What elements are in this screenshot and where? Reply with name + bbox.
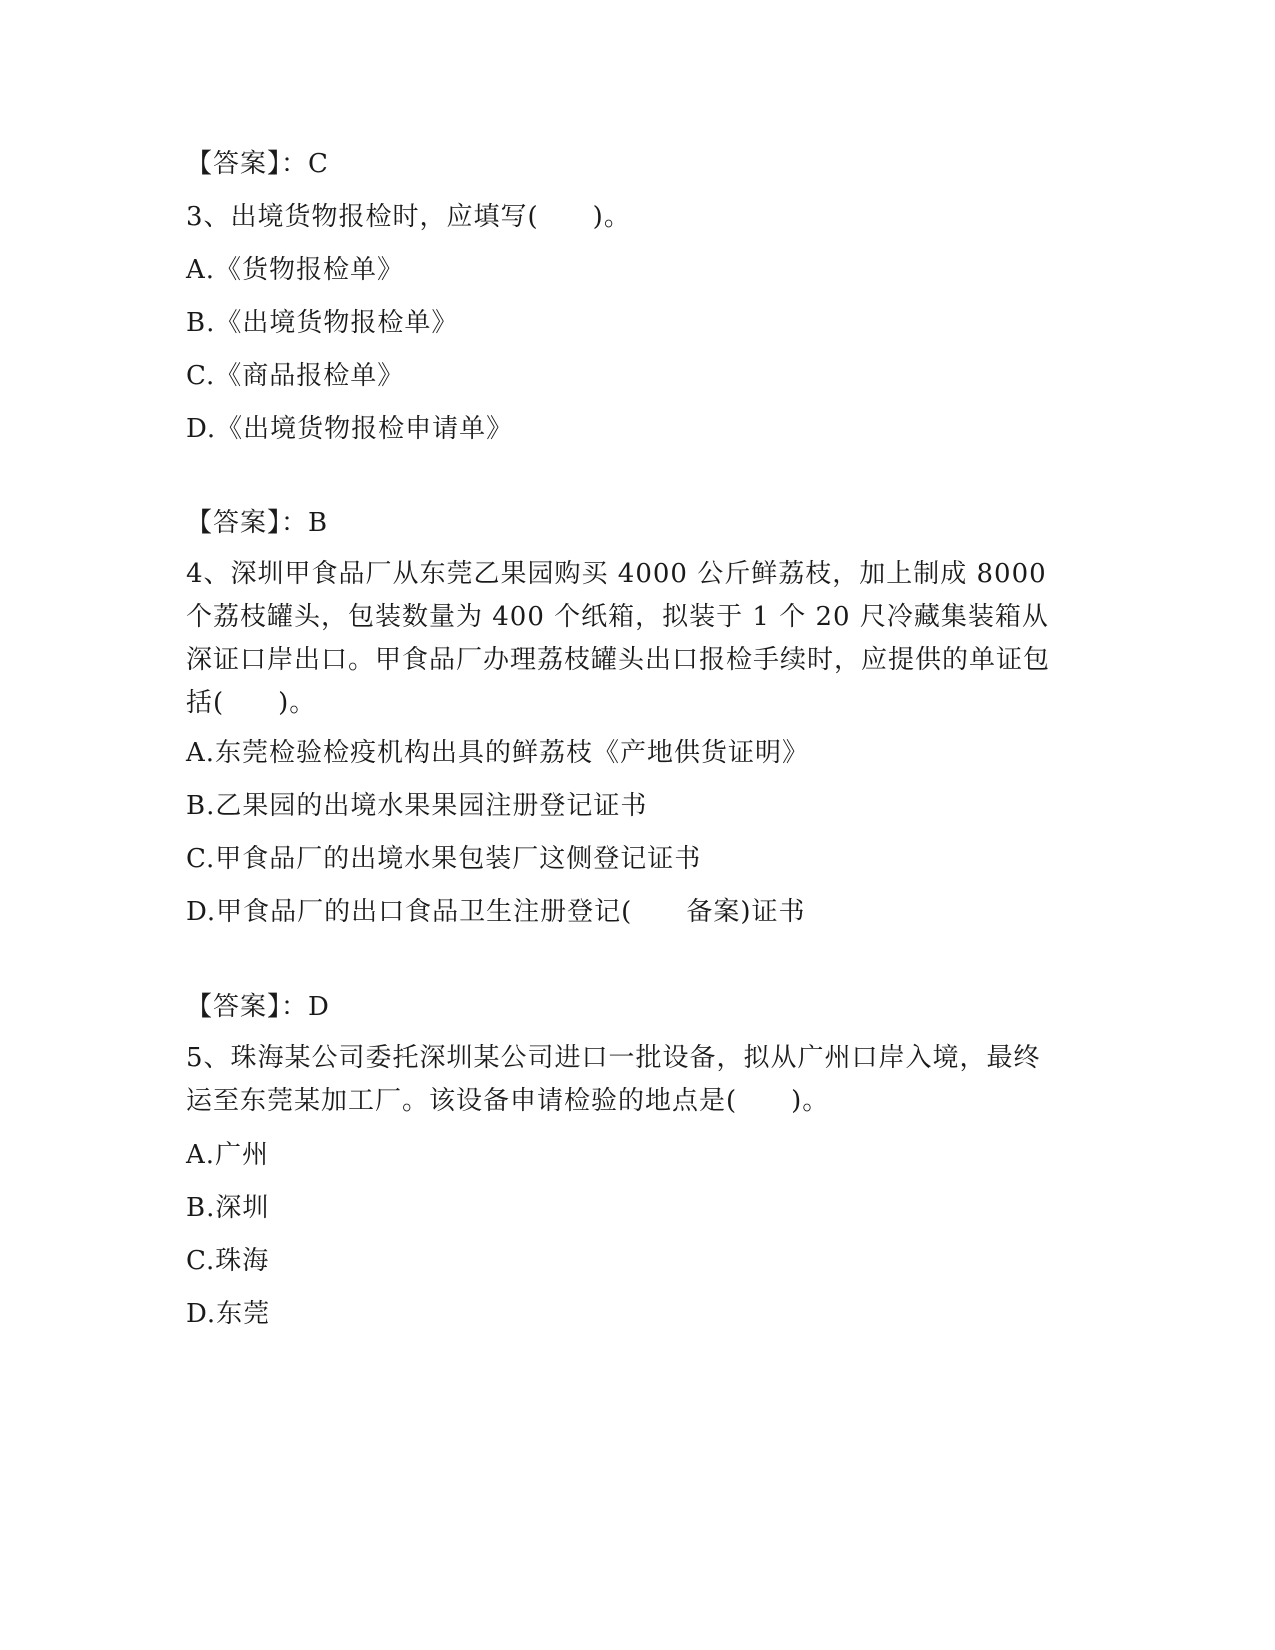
- question-5-option-a: A.广州: [186, 1140, 270, 1170]
- question-4-option-a: A.东莞检验检疫机构出具的鲜荔枝《产地供货证明》: [186, 738, 810, 768]
- question-4-option-b: B.乙果园的出境水果果园注册登记证书: [186, 791, 648, 821]
- question-4-stem: 4、深圳甲食品厂从东莞乙果园购买 4000 公斤鲜荔枝，加上制成 8000 个荔枝罐头，包装数量为 400 个纸箱，拟装于 1 个 20 尺冷藏集装箱从深证口岸出口。甲食品厂办理荔枝罐头出口报检手续时，应提供的单证包括( )。: [186, 559, 1051, 718]
- question-4-option-c: C.甲食品厂的出境水果包装厂这侧登记证书: [186, 844, 702, 874]
- question-3-option-c: C.《商品报检单》: [186, 361, 405, 391]
- question-3-option-d: D.《出境货物报检申请单》: [186, 414, 514, 444]
- answer-label-1: 【答案】：C: [186, 149, 329, 179]
- answer-label-2: 【答案】：B: [186, 508, 329, 538]
- question-3-option-a: A.《货物报检单》: [186, 255, 405, 285]
- question-5-option-b: B.深圳: [186, 1193, 270, 1223]
- question-4-option-d: D.甲食品厂的出口食品卫生注册登记( 备案)证书: [186, 897, 806, 927]
- question-5-stem: 5、珠海某公司委托深圳某公司进口一批设备，拟从广州口岸入境，最终运至东莞某加工厂。该设备申请检验的地点是( )。: [186, 1043, 1041, 1116]
- question-3-option-b: B.《出境货物报检单》: [186, 308, 459, 338]
- question-3-stem: 3、出境货物报检时，应填写( )。: [186, 202, 631, 232]
- question-5-option-d: D.东莞: [186, 1299, 271, 1329]
- answer-label-3: 【答案】：D: [186, 992, 330, 1022]
- question-5-option-c: C.珠海: [186, 1246, 270, 1276]
